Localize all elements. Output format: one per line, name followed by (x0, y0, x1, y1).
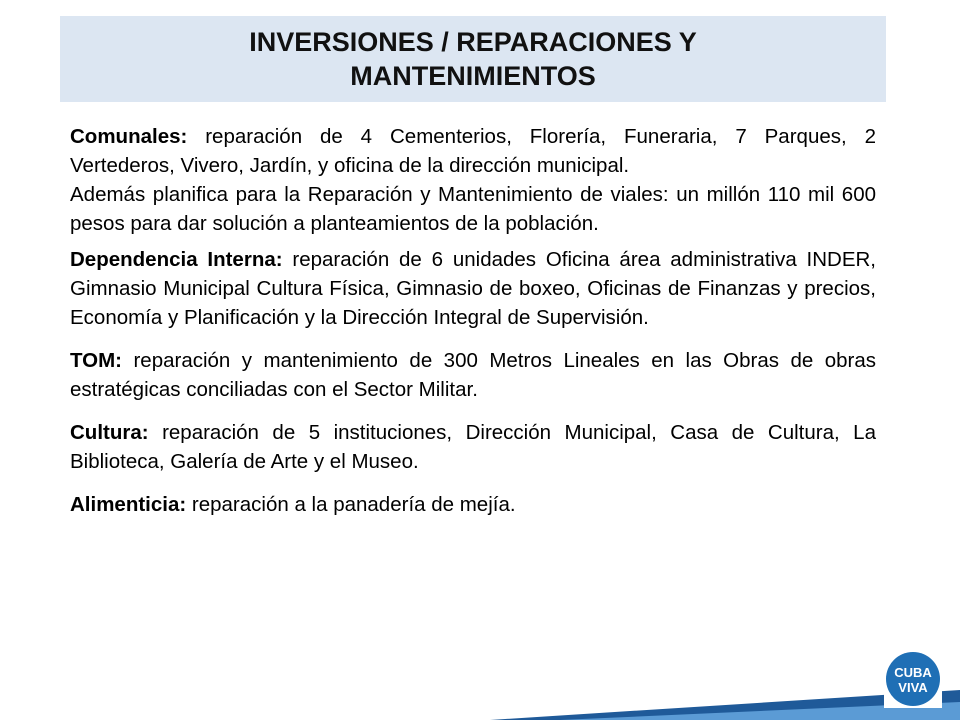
slide-title (60, 16, 886, 102)
section-dependencia-interna (70, 245, 876, 332)
section-label: TOM: (70, 349, 123, 372)
section-text: Además planifica para la Reparación y Mantenimiento de viales: un millón 110 mil 600 pesos para dar solución a planteamientos de la población. (70, 183, 876, 235)
cuba-viva-logo-icon (884, 650, 942, 708)
logo-text-line-1: CUBA (894, 665, 932, 680)
section-label: Alimenticia: (70, 493, 187, 516)
section-alimenticia (70, 490, 876, 519)
section-comunales-viales (70, 180, 876, 238)
slide-content (70, 122, 876, 527)
section-text: reparación de 4 Cementerios, Florería, Funeraria, 7 Parques, 2 Vertederos, Vivero, Jardín, y oficina de la dirección municipal. (70, 125, 876, 177)
section-tom (70, 346, 876, 404)
section-text: reparación y mantenimiento de 300 Metros Lineales en las Obras de obras estratégicas conciliadas con el Sector Militar. (70, 349, 876, 401)
section-label: Dependencia Interna: (70, 248, 283, 271)
slide-title-line-2: MANTENIMIENTOS (350, 61, 596, 91)
section-text: reparación de 6 unidades Oficina área administrativa INDER, Gimnasio Municipal Cultura Física, Gimnasio de boxeo, Oficinas de Finanzas y precios, Economía y Planificación y la Dirección Integral de Supervisión. (70, 248, 877, 329)
section-text: reparación de 5 instituciones, Dirección Municipal, Casa de Cultura, La Biblioteca, Galería de Arte y el Museo. (70, 421, 876, 473)
section-text: reparación a la panadería de mejía. (186, 493, 516, 516)
section-label: Comunales: (70, 125, 188, 148)
logo-text-line-2: VIVA (898, 680, 928, 695)
section-label: Cultura: (70, 421, 149, 444)
section-comunales (70, 122, 876, 180)
section-cultura (70, 418, 876, 476)
footer-wave (0, 690, 960, 720)
slide-title-line-1: INVERSIONES / REPARACIONES Y (249, 27, 697, 57)
